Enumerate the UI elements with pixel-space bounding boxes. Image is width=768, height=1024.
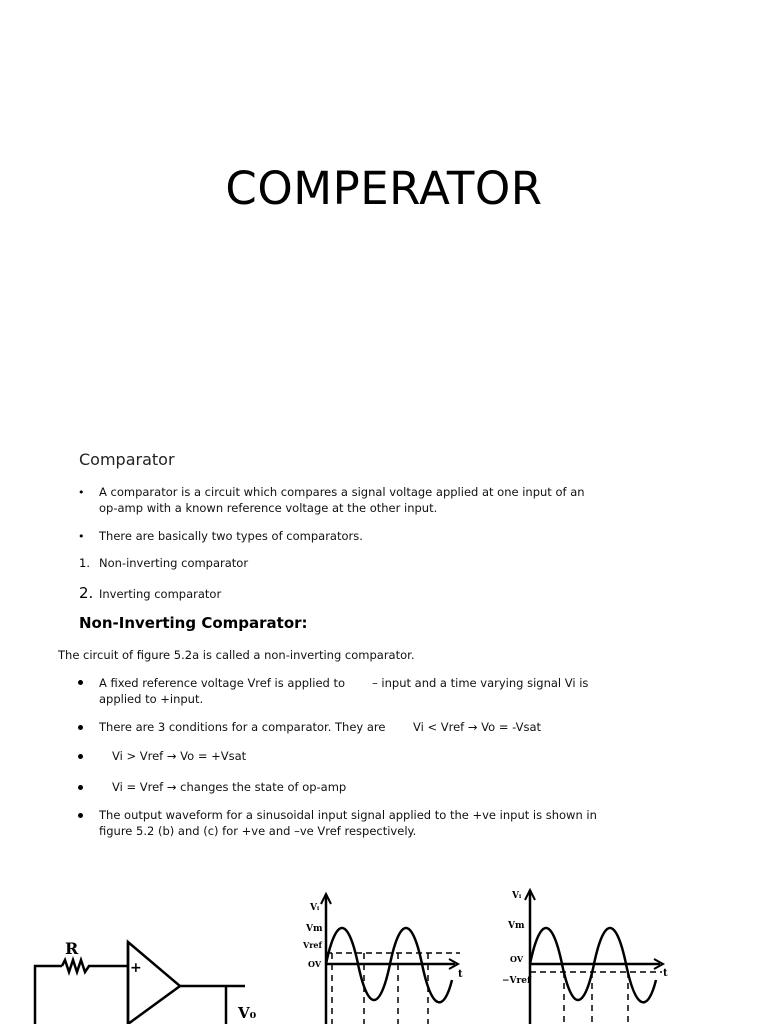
bullet-marker <box>78 754 83 759</box>
slide-title: COMPERATOR <box>225 162 543 215</box>
bullet-marker <box>78 813 83 818</box>
output-label: V₀ <box>238 1004 257 1022</box>
bullet-text: There are 3 conditions for a comparator. They are <box>99 720 386 734</box>
time-label: t <box>458 969 463 980</box>
list-item: Inverting comparator <box>99 587 222 601</box>
ov-label: OV <box>308 959 322 969</box>
vi-label: Vᵢ <box>512 891 522 901</box>
bullet-text: Vi < Vref → Vo = -Vsat <box>413 720 542 734</box>
resistor-symbol <box>62 960 128 972</box>
figure-5-2 <box>0 880 768 1024</box>
vm-label: Vm <box>508 921 525 931</box>
time-label: t <box>663 968 668 979</box>
list-number: 1. <box>79 556 90 570</box>
bullet-text: A fixed reference voltage Vref is applied to <box>99 676 346 690</box>
vm-label: Vm <box>306 924 323 934</box>
waveform-c <box>525 890 663 1024</box>
resistor-label: R <box>65 939 79 958</box>
plus-label: + <box>130 960 142 976</box>
bullet-marker <box>78 785 83 790</box>
bullet-text: applied to +input. <box>99 692 204 706</box>
bullet-text: Vi = Vref → changes the state of op-amp <box>112 780 347 794</box>
neg-vref-label: −Vref <box>502 976 531 986</box>
vref-label: Vref <box>303 940 322 950</box>
bullet-text: – input and a time varying signal Vi is <box>372 676 589 690</box>
list-number: 2. <box>79 584 94 602</box>
noninv-heading: Non-Inverting Comparator: <box>79 614 308 632</box>
bullet-text: The output waveform for a sinusoidal input signal applied to the +ve input is shown in figure 5.2 (b) and (c) for +ve and –ve Vref respectively. <box>99 808 597 838</box>
ov-label: OV <box>510 954 524 964</box>
bullet-text: There are basically two types of comparators. <box>99 529 363 543</box>
list-item: Non-inverting comparator <box>99 556 249 570</box>
bullet-text: Vi > Vref → Vo = +Vsat <box>112 749 247 763</box>
bullet-marker <box>78 680 83 685</box>
bullet-marker: • <box>78 530 85 543</box>
section-heading: Comparator <box>79 450 175 469</box>
bullet-marker <box>78 725 83 730</box>
waveform-b <box>321 894 460 1024</box>
noninv-intro: The circuit of figure 5.2a is called a non-inverting comparator. <box>58 648 415 662</box>
bullet-text: A comparator is a circuit which compares a signal voltage applied at one input of an op-amp with a known reference voltage at the other input. <box>99 485 585 515</box>
opamp-triangle <box>128 942 180 1024</box>
bullet-marker: • <box>78 486 85 499</box>
vi-label: Vᵢ <box>310 903 320 913</box>
